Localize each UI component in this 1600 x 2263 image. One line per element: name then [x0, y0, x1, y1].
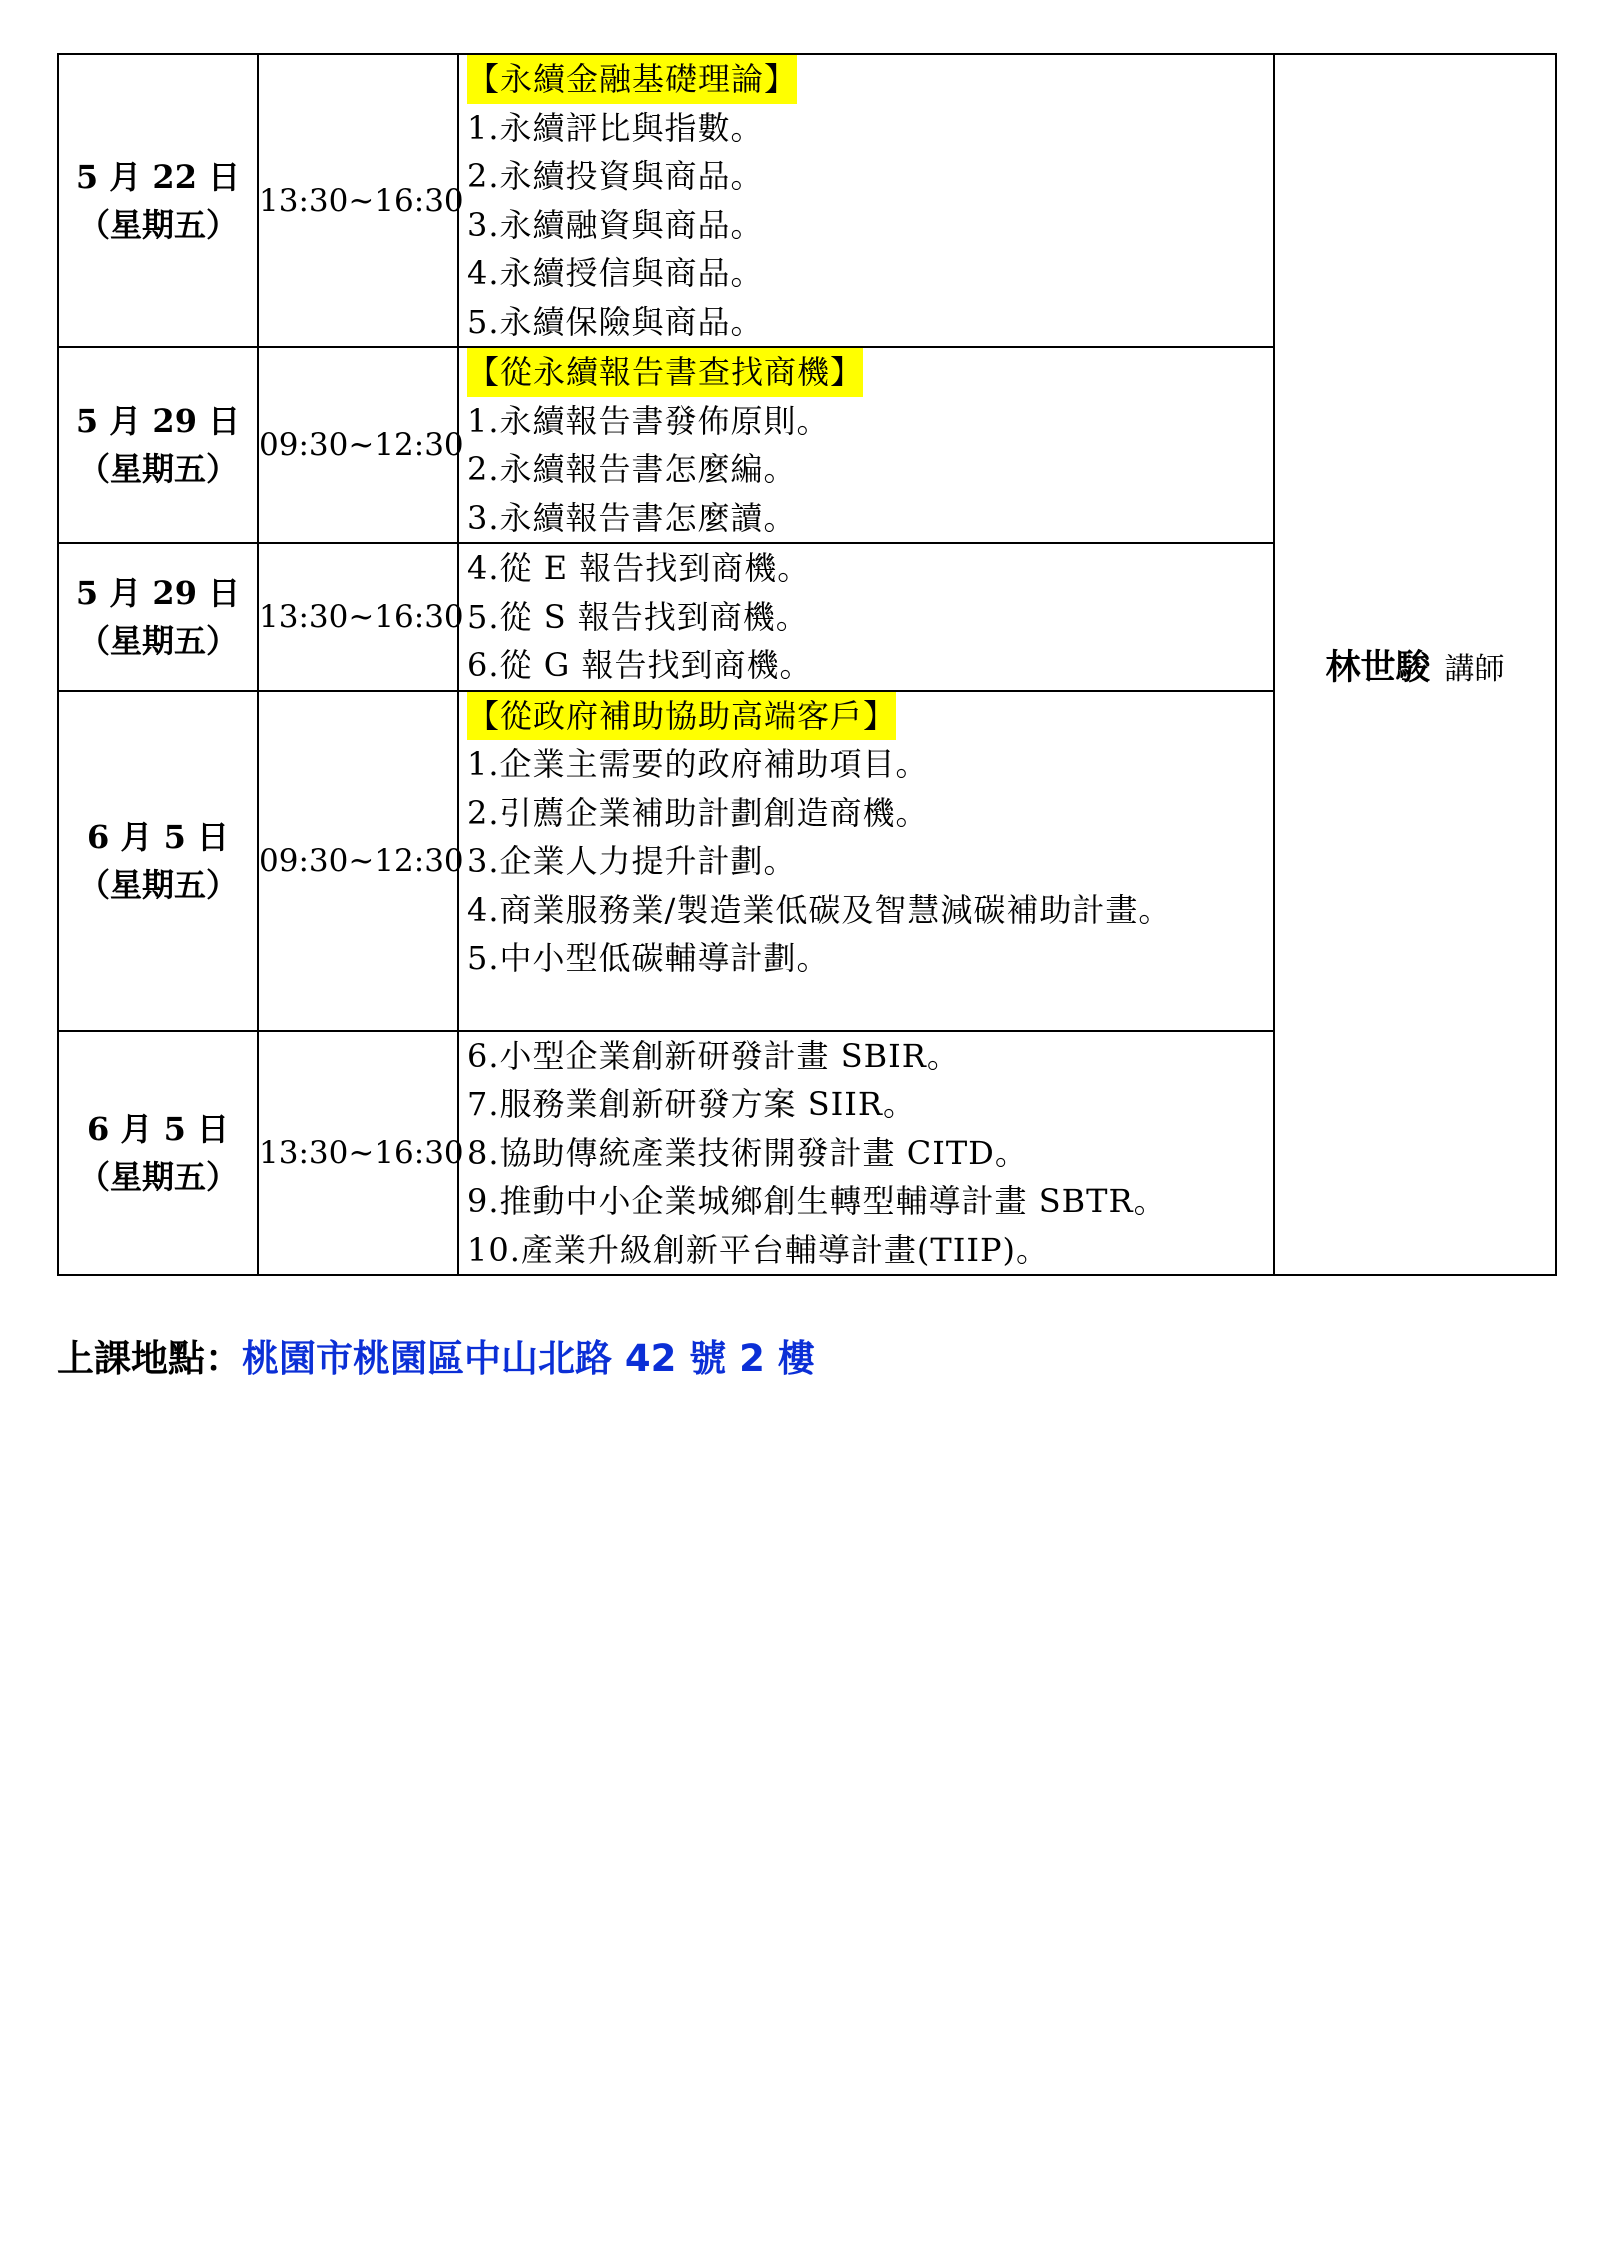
- teacher-title: 講師: [1444, 651, 1505, 687]
- topic-item: 10.產業升級創新平台輔導計畫(TIIP)。: [467, 1230, 1050, 1269]
- topic-item: 8.協助傳統產業技術開發計畫 CITD。: [467, 1133, 1028, 1172]
- content-cell: [458, 347, 1274, 543]
- topic-item: 9.推動中小企業城鄉創生轉型輔導計畫 SBTR。: [467, 1182, 1167, 1220]
- session-date: 5 月 29 日: [75, 573, 241, 612]
- date-cell: [58, 1031, 258, 1276]
- topic-item: 1.企業主需要的政府補助項目。: [467, 745, 929, 783]
- topic-item: 6.小型企業創新研發計畫 SBIR。: [467, 1036, 960, 1075]
- topic-item: 7.服務業創新研發方案 SIIR。: [467, 1085, 917, 1123]
- topic-item: 2.永續投資與商品。: [467, 157, 764, 195]
- topic-heading: 【從永續報告書查找商機】: [467, 348, 863, 397]
- session-date: 6 月 5 日: [87, 1109, 229, 1148]
- topic-item: 1.永續評比與指數。: [467, 108, 764, 147]
- topic-item: 3.永續融資與商品。: [467, 205, 764, 244]
- content-cell: [458, 54, 1274, 347]
- session-time: 13:30~16:30: [258, 543, 458, 691]
- session-date: 5 月 22 日: [75, 157, 241, 196]
- session-weekday: （星期五）: [77, 1157, 238, 1196]
- date-cell: [58, 347, 258, 543]
- topic-item: 5.永續保險與商品。: [467, 302, 764, 341]
- content-cell: [458, 1031, 1274, 1276]
- topic-item: 5.從 S 報告找到商機。: [467, 597, 809, 636]
- topic-item: 5.中小型低碳輔導計劃。: [467, 939, 830, 977]
- topic-item: 1.永續報告書發佈原則。: [467, 401, 830, 440]
- session-row: [58, 54, 1556, 347]
- session-date: 5 月 29 日: [75, 402, 241, 440]
- date-cell: [58, 543, 258, 691]
- topic-item: 4.商業服務業/製造業低碳及智慧減碳補助計畫。: [467, 890, 1172, 929]
- topic-item: 3.企業人力提升計劃。: [467, 842, 797, 880]
- topic-item: 3.永續報告書怎麼讀。: [467, 498, 797, 537]
- topic-item: 4.從 E 報告找到商機。: [467, 549, 811, 587]
- date-cell: [58, 691, 258, 1031]
- session-weekday: （星期五）: [77, 205, 238, 244]
- teacher-cell: [1274, 54, 1556, 1275]
- session-date: 6 月 5 日: [87, 817, 229, 856]
- teacher-name: 林世駿: [1325, 647, 1431, 688]
- location-label: 上課地點：: [57, 1337, 242, 1380]
- content-cell: [458, 543, 1274, 691]
- session-weekday: （星期五）: [77, 865, 238, 904]
- session-time: 09:30~12:30: [258, 347, 458, 543]
- schedule-table: [57, 53, 1557, 1276]
- content-cell: [458, 691, 1274, 1031]
- session-weekday: （星期五）: [77, 450, 238, 488]
- date-cell: [58, 54, 258, 347]
- session-time: 09:30~12:30: [258, 691, 458, 1031]
- topic-item: 2.永續報告書怎麼編。: [467, 450, 797, 488]
- session-time: 13:30~16:30: [258, 1031, 458, 1276]
- topic-item: 4.永續授信與商品。: [467, 254, 764, 292]
- location-value: 桃園市桃園區中山北路 42 號 2 樓: [242, 1337, 815, 1380]
- topic-item: 6.從 G 報告找到商機。: [467, 646, 813, 684]
- session-time: 13:30~16:30: [258, 54, 458, 347]
- class-location: [57, 1328, 815, 1382]
- topic-heading: 【永續金融基礎理論】: [467, 55, 797, 104]
- session-weekday: （星期五）: [77, 621, 238, 660]
- topic-item: 2.引薦企業補助計劃創造商機。: [467, 793, 929, 832]
- topic-heading: 【從政府補助協助高端客戶】: [467, 692, 896, 741]
